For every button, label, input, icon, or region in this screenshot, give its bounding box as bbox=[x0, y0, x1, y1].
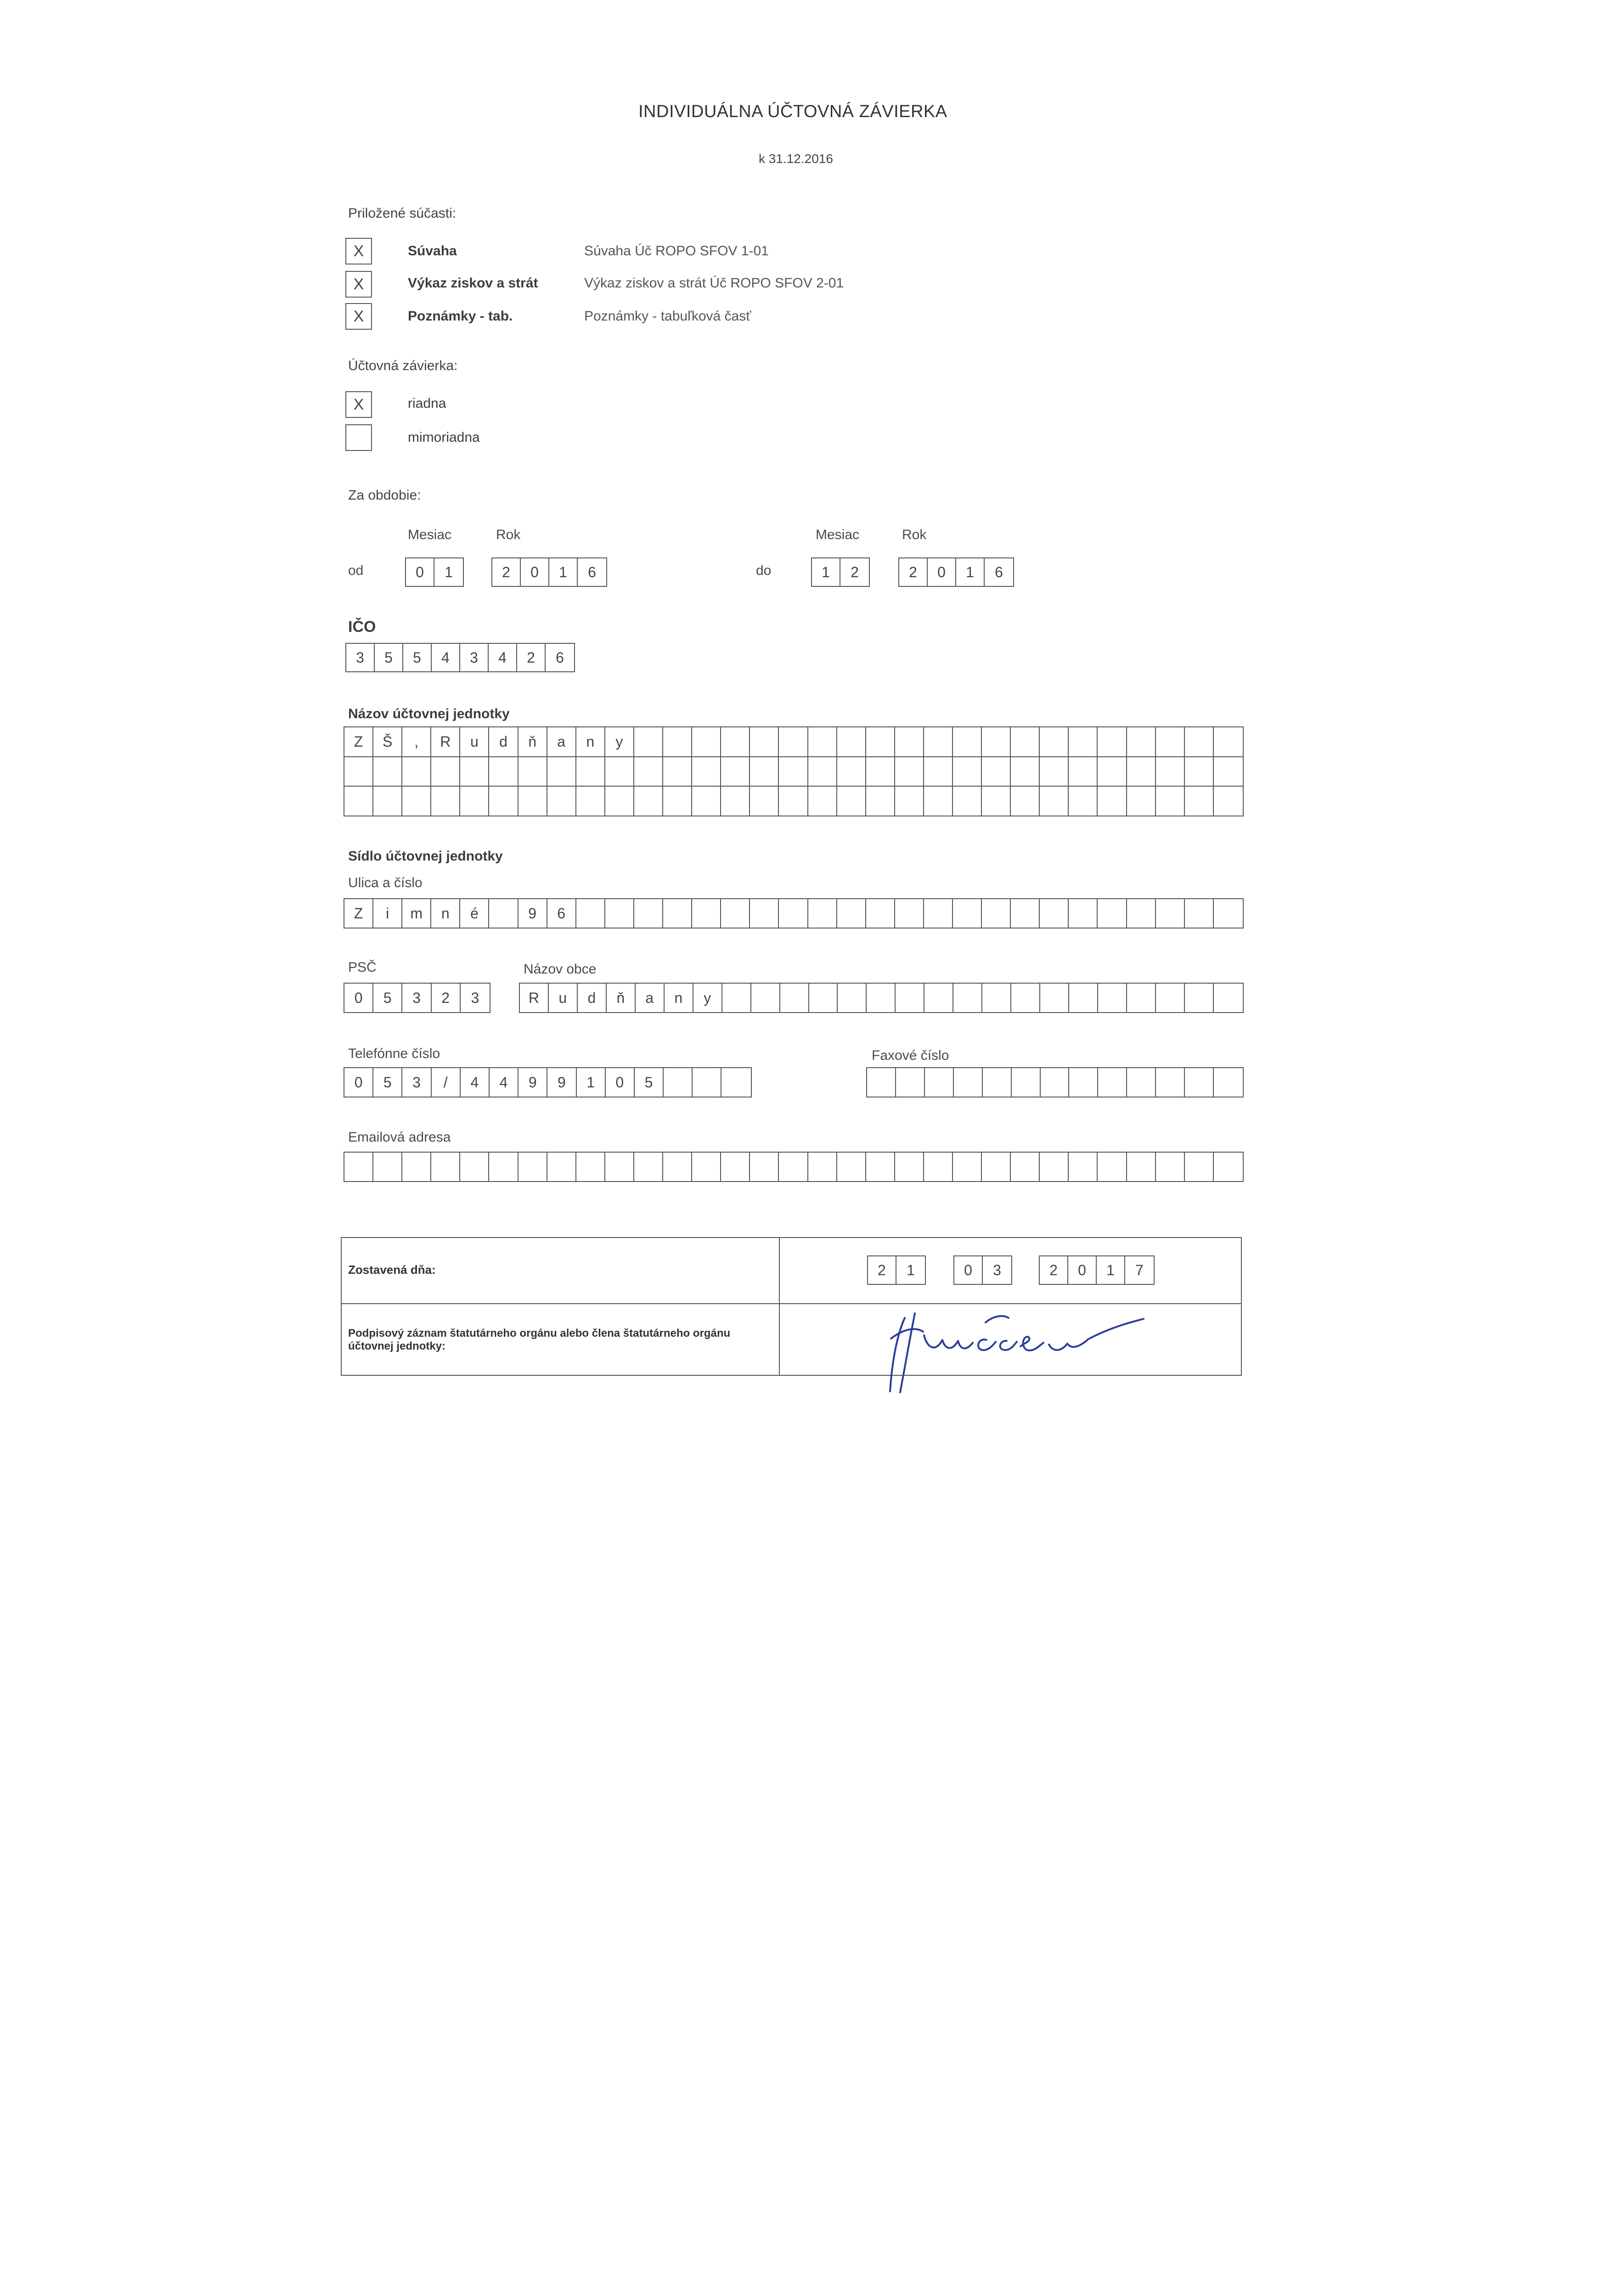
digit-cell: 2 bbox=[492, 558, 521, 586]
char-cell bbox=[576, 757, 605, 786]
char-cell bbox=[1214, 727, 1243, 756]
char-cell bbox=[460, 757, 489, 786]
char-cell bbox=[431, 787, 460, 816]
char-cell: n bbox=[665, 984, 693, 1012]
digit-cell: 2 bbox=[851, 564, 859, 580]
digit-cell: 1 bbox=[577, 1068, 606, 1097]
char-cell bbox=[373, 757, 402, 786]
char-cell bbox=[1127, 899, 1156, 928]
char-cell bbox=[867, 984, 896, 1012]
char-cell bbox=[692, 727, 721, 756]
char-cell bbox=[402, 787, 431, 816]
char-cell bbox=[866, 1153, 895, 1181]
digit-cell: 2 bbox=[1040, 1256, 1068, 1284]
char-cell bbox=[1040, 899, 1069, 928]
char-cell bbox=[1214, 787, 1243, 816]
digit-cell bbox=[721, 1068, 750, 1097]
char-cell bbox=[982, 899, 1011, 928]
char-cell bbox=[895, 787, 924, 816]
char-cell bbox=[721, 1153, 750, 1181]
char-cell bbox=[692, 899, 721, 928]
digit-cell: 6 bbox=[995, 564, 1003, 580]
char-cell bbox=[373, 787, 402, 816]
digit-cell: 3 bbox=[993, 1262, 1001, 1278]
digit-cell: 4 bbox=[490, 1068, 519, 1097]
char-cell bbox=[1156, 1153, 1185, 1181]
digit-cell: 3 bbox=[346, 644, 375, 671]
char-cell bbox=[953, 899, 982, 928]
digit-cell: 9 bbox=[547, 1068, 576, 1097]
char-cell bbox=[605, 787, 634, 816]
char-cell bbox=[373, 1153, 402, 1181]
closing-name-riadna: riadna bbox=[408, 396, 446, 411]
char-cell bbox=[344, 1153, 373, 1181]
char-cell: m bbox=[402, 899, 431, 928]
digit-cell bbox=[867, 1068, 896, 1097]
char-cell bbox=[924, 727, 953, 756]
char-cell: a bbox=[547, 727, 576, 756]
digit-cell: 6 bbox=[588, 564, 596, 580]
char-cell bbox=[953, 787, 982, 816]
char-cell bbox=[460, 1153, 489, 1181]
char-cell bbox=[750, 1153, 779, 1181]
attachment-desc-vzs: Výkaz ziskov a strát Úč ROPO SFOV 2-01 bbox=[584, 276, 844, 291]
signature-image bbox=[873, 1295, 1157, 1396]
char-cell: n bbox=[576, 727, 605, 756]
digit-cell bbox=[1185, 1068, 1214, 1097]
char-cell bbox=[1185, 899, 1214, 928]
digit-cell bbox=[896, 1068, 925, 1097]
char-cell: Z bbox=[344, 727, 373, 756]
char-cell bbox=[1214, 984, 1243, 1012]
city-label: Názov obce bbox=[524, 962, 597, 977]
email-label: Emailová adresa bbox=[348, 1130, 451, 1145]
attachment-name-suvaha: Súvaha bbox=[408, 243, 457, 259]
digit-cell bbox=[925, 1068, 954, 1097]
char-cell bbox=[1011, 787, 1040, 816]
char-cell bbox=[837, 787, 866, 816]
phone-label: Telefónne číslo bbox=[348, 1046, 440, 1061]
attachment-name-poznamky: Poznámky - tab. bbox=[408, 309, 513, 324]
char-cell bbox=[721, 899, 750, 928]
email-field[interactable] bbox=[344, 1152, 1244, 1182]
digit-cell: 7 bbox=[1135, 1262, 1144, 1278]
char-cell bbox=[1098, 1153, 1127, 1181]
char-cell bbox=[663, 1153, 692, 1181]
digit-cell: 9 bbox=[519, 1068, 547, 1097]
char-cell bbox=[431, 1153, 460, 1181]
char-cell bbox=[576, 899, 605, 928]
char-cell: u bbox=[549, 984, 578, 1012]
char-cell bbox=[896, 984, 924, 1012]
char-cell bbox=[779, 727, 808, 756]
char-cell bbox=[634, 787, 663, 816]
digit-cell bbox=[1069, 1068, 1098, 1097]
char-cell: Š bbox=[373, 727, 402, 756]
char-cell bbox=[721, 727, 750, 756]
attachment-desc-suvaha: Súvaha Úč ROPO SFOV 1-01 bbox=[584, 243, 769, 259]
char-cell bbox=[866, 727, 895, 756]
entity-name-row-1 bbox=[344, 727, 1243, 757]
entity-name-row-2 bbox=[344, 757, 1243, 787]
char-cell bbox=[953, 984, 982, 1012]
char-cell bbox=[982, 1153, 1011, 1181]
period-to-month-label: Mesiac bbox=[816, 527, 860, 542]
period-from-label: od bbox=[348, 563, 364, 578]
char-cell bbox=[953, 757, 982, 786]
char-cell bbox=[953, 727, 982, 756]
attachment-checkbox-vzs[interactable]: X bbox=[345, 271, 372, 298]
char-cell: R bbox=[431, 727, 460, 756]
char-cell bbox=[1185, 984, 1214, 1012]
closing-name-mimoriadna: mimoriadna bbox=[408, 430, 480, 445]
psc-field[interactable] bbox=[344, 983, 490, 1013]
char-cell bbox=[1069, 899, 1098, 928]
char-cell bbox=[1040, 757, 1069, 786]
char-cell bbox=[692, 787, 721, 816]
digit-cell: 5 bbox=[403, 644, 432, 671]
char-cell bbox=[1040, 984, 1069, 1012]
digit-cell: 4 bbox=[489, 644, 517, 671]
char-cell bbox=[489, 899, 518, 928]
char-cell bbox=[808, 1153, 837, 1181]
char-cell bbox=[750, 727, 779, 756]
char-cell bbox=[1011, 984, 1040, 1012]
period-from-year-label: Rok bbox=[496, 527, 521, 542]
period-to-month-field[interactable] bbox=[811, 557, 870, 587]
char-cell: ň bbox=[519, 727, 547, 756]
period-from-month-field[interactable] bbox=[405, 557, 464, 587]
char-cell bbox=[779, 787, 808, 816]
char-cell bbox=[1127, 984, 1156, 1012]
char-cell bbox=[982, 984, 1011, 1012]
compiled-month-field[interactable] bbox=[953, 1255, 1012, 1285]
closing-type-label: Účtovná závierka: bbox=[348, 358, 458, 373]
char-cell bbox=[837, 757, 866, 786]
digit-cell: 1 bbox=[445, 564, 453, 580]
char-cell bbox=[1011, 757, 1040, 786]
digit-cell: 5 bbox=[635, 1068, 664, 1097]
attachments-label: Priložené súčasti: bbox=[348, 206, 457, 221]
document-title: INDIVIDUÁLNA ÚČTOVNÁ ZÁVIERKA bbox=[638, 102, 947, 121]
char-cell bbox=[634, 1153, 663, 1181]
char-cell bbox=[924, 757, 953, 786]
digit-cell bbox=[1098, 1068, 1127, 1097]
char-cell: d bbox=[489, 727, 518, 756]
char-cell bbox=[605, 1153, 634, 1181]
char-cell bbox=[895, 727, 924, 756]
char-cell bbox=[1011, 899, 1040, 928]
char-cell bbox=[1098, 787, 1127, 816]
entity-name-field[interactable] bbox=[344, 726, 1244, 816]
digit-cell: 2 bbox=[899, 558, 928, 586]
char-cell bbox=[547, 757, 576, 786]
digit-cell bbox=[1041, 1068, 1070, 1097]
char-cell bbox=[751, 984, 780, 1012]
char-cell bbox=[519, 1153, 547, 1181]
attachment-name-vzs: Výkaz ziskov a strát bbox=[408, 276, 538, 291]
char-cell bbox=[1214, 757, 1243, 786]
ico-label: IČO bbox=[348, 618, 376, 636]
char-cell bbox=[402, 757, 431, 786]
char-cell bbox=[547, 787, 576, 816]
char-cell bbox=[895, 757, 924, 786]
char-cell bbox=[1069, 787, 1098, 816]
psc-label: PSČ bbox=[348, 960, 377, 975]
char-cell bbox=[1040, 1153, 1069, 1181]
char-cell bbox=[1069, 757, 1098, 786]
char-cell: ň bbox=[607, 984, 636, 1012]
char-cell bbox=[1127, 1153, 1156, 1181]
char-cell bbox=[1040, 727, 1069, 756]
char-cell: , bbox=[402, 727, 431, 756]
char-cell bbox=[576, 787, 605, 816]
digit-cell bbox=[954, 1068, 983, 1097]
char-cell bbox=[779, 757, 808, 786]
digit-cell: 3 bbox=[471, 990, 479, 1006]
ico-field[interactable] bbox=[345, 643, 575, 672]
compiled-year-field[interactable] bbox=[1039, 1255, 1155, 1285]
char-cell bbox=[605, 899, 634, 928]
char-cell bbox=[837, 899, 866, 928]
char-cell bbox=[634, 899, 663, 928]
char-cell: y bbox=[605, 727, 634, 756]
digit-cell: 1 bbox=[812, 558, 840, 586]
digit-cell: 6 bbox=[556, 649, 564, 666]
digit-cell bbox=[1127, 1068, 1156, 1097]
char-cell bbox=[1098, 727, 1127, 756]
digit-cell: / bbox=[432, 1068, 461, 1097]
char-cell bbox=[1011, 1153, 1040, 1181]
char-cell bbox=[634, 757, 663, 786]
char-cell bbox=[808, 899, 837, 928]
signature-label: Podpisový záznam štatutárneho orgánu alebo člena štatutárneho orgánu účtovnej jednotky: bbox=[348, 1327, 731, 1352]
char-cell bbox=[1069, 727, 1098, 756]
char-cell: R bbox=[520, 984, 549, 1012]
digit-cell: 0 bbox=[344, 984, 373, 1012]
char-cell bbox=[663, 727, 692, 756]
attachment-checkbox-suvaha[interactable]: X bbox=[345, 238, 372, 264]
closing-checkbox-mimoriadna[interactable] bbox=[345, 424, 372, 451]
char-cell bbox=[692, 1153, 721, 1181]
char-cell bbox=[721, 787, 750, 816]
char-cell: u bbox=[460, 727, 489, 756]
char-cell bbox=[809, 984, 838, 1012]
char-cell bbox=[1185, 1153, 1214, 1181]
digit-cell bbox=[1156, 1068, 1185, 1097]
char-cell bbox=[924, 1153, 953, 1181]
char-cell bbox=[344, 757, 373, 786]
char-cell bbox=[519, 787, 547, 816]
char-cell bbox=[344, 787, 373, 816]
period-to-label: do bbox=[756, 563, 772, 578]
period-label: Za obdobie: bbox=[348, 488, 421, 503]
char-cell bbox=[692, 757, 721, 786]
char-cell bbox=[750, 757, 779, 786]
char-cell bbox=[1156, 727, 1185, 756]
char-cell bbox=[721, 757, 750, 786]
entity-name-row-3 bbox=[344, 787, 1243, 816]
closing-checkbox-riadna[interactable]: X bbox=[345, 391, 372, 418]
period-from-year-field[interactable] bbox=[491, 557, 607, 587]
char-cell bbox=[1098, 757, 1127, 786]
digit-cell: 1 bbox=[1097, 1256, 1125, 1284]
city-field[interactable] bbox=[519, 983, 1244, 1013]
char-cell bbox=[1156, 757, 1185, 786]
street-field[interactable] bbox=[344, 898, 1244, 929]
digit-cell bbox=[983, 1068, 1012, 1097]
char-cell bbox=[1127, 787, 1156, 816]
char-cell: d bbox=[578, 984, 607, 1012]
char-cell: i bbox=[373, 899, 402, 928]
char-cell bbox=[605, 757, 634, 786]
digit-cell: 4 bbox=[432, 644, 460, 671]
char-cell bbox=[1069, 1153, 1098, 1181]
char-cell: Z bbox=[344, 899, 373, 928]
digit-cell: 0 bbox=[928, 558, 956, 586]
digit-cell bbox=[664, 1068, 693, 1097]
char-cell bbox=[1127, 757, 1156, 786]
char-cell bbox=[1185, 757, 1214, 786]
entity-name-label: Názov účtovnej jednotky bbox=[348, 706, 510, 721]
char-cell bbox=[663, 757, 692, 786]
char-cell bbox=[489, 757, 518, 786]
char-cell bbox=[460, 787, 489, 816]
char-cell: a bbox=[636, 984, 665, 1012]
char-cell bbox=[1185, 787, 1214, 816]
digit-cell: 3 bbox=[402, 984, 431, 1012]
char-cell bbox=[750, 899, 779, 928]
char-cell: 9 bbox=[519, 899, 547, 928]
digit-cell: 5 bbox=[373, 1068, 402, 1097]
char-cell bbox=[576, 1153, 605, 1181]
char-cell bbox=[808, 757, 837, 786]
char-cell bbox=[838, 984, 867, 1012]
char-cell bbox=[808, 787, 837, 816]
char-cell bbox=[663, 787, 692, 816]
char-cell bbox=[837, 1153, 866, 1181]
compiled-day-field[interactable] bbox=[867, 1255, 926, 1285]
digit-cell: 3 bbox=[460, 644, 489, 671]
compiled-label: Zostavená dňa: bbox=[348, 1263, 436, 1277]
attachment-desc-poznamky: Poznámky - tabuľková časť bbox=[584, 309, 751, 324]
char-cell bbox=[722, 984, 751, 1012]
digit-cell: 2 bbox=[868, 1256, 896, 1284]
footer-divider-vertical bbox=[779, 1238, 780, 1375]
char-cell bbox=[1098, 984, 1127, 1012]
digit-cell: 5 bbox=[375, 644, 403, 671]
digit-cell: 1 bbox=[549, 558, 578, 586]
char-cell bbox=[1069, 984, 1098, 1012]
digit-cell: 1 bbox=[956, 558, 985, 586]
char-cell bbox=[982, 757, 1011, 786]
char-cell bbox=[953, 1153, 982, 1181]
digit-cell: 5 bbox=[373, 984, 402, 1012]
char-cell bbox=[489, 1153, 518, 1181]
char-cell bbox=[837, 727, 866, 756]
char-cell bbox=[780, 984, 809, 1012]
char-cell bbox=[1156, 787, 1185, 816]
char-cell bbox=[866, 787, 895, 816]
digit-cell bbox=[1012, 1068, 1041, 1097]
char-cell bbox=[1156, 899, 1185, 928]
char-cell bbox=[489, 787, 518, 816]
period-to-year-label: Rok bbox=[902, 527, 927, 542]
digit-cell: 0 bbox=[521, 558, 549, 586]
char-cell bbox=[750, 787, 779, 816]
char-cell bbox=[779, 899, 808, 928]
digit-cell bbox=[1214, 1068, 1243, 1097]
char-cell: é bbox=[460, 899, 489, 928]
digit-cell: 0 bbox=[344, 1068, 373, 1097]
char-cell bbox=[1098, 899, 1127, 928]
document-date: k 31.12.2016 bbox=[759, 152, 833, 166]
char-cell bbox=[924, 984, 953, 1012]
char-cell bbox=[1040, 787, 1069, 816]
phone-field[interactable] bbox=[344, 1067, 752, 1097]
street-label: Ulica a číslo bbox=[348, 875, 423, 890]
digit-cell: 3 bbox=[402, 1068, 431, 1097]
char-cell bbox=[519, 757, 547, 786]
period-from-month-label: Mesiac bbox=[408, 527, 452, 542]
char-cell bbox=[1011, 727, 1040, 756]
attachment-checkbox-poznamky[interactable]: X bbox=[345, 303, 372, 330]
char-cell bbox=[866, 757, 895, 786]
digit-cell: 1 bbox=[907, 1262, 915, 1278]
char-cell bbox=[924, 899, 953, 928]
char-cell bbox=[1214, 1153, 1243, 1181]
char-cell bbox=[1214, 899, 1243, 928]
char-cell: y bbox=[693, 984, 722, 1012]
char-cell bbox=[1156, 984, 1185, 1012]
char-cell bbox=[402, 1153, 431, 1181]
char-cell bbox=[431, 757, 460, 786]
char-cell bbox=[982, 727, 1011, 756]
digit-cell: 0 bbox=[606, 1068, 635, 1097]
char-cell bbox=[895, 899, 924, 928]
char-cell bbox=[779, 1153, 808, 1181]
char-cell bbox=[866, 899, 895, 928]
digit-cell: 4 bbox=[461, 1068, 490, 1097]
digit-cell bbox=[693, 1068, 721, 1097]
char-cell bbox=[1185, 727, 1214, 756]
char-cell: n bbox=[431, 899, 460, 928]
digit-cell: 2 bbox=[517, 644, 546, 671]
digit-cell: 0 bbox=[1068, 1256, 1097, 1284]
char-cell bbox=[1127, 727, 1156, 756]
digit-cell: 2 bbox=[432, 984, 461, 1012]
digit-cell: 0 bbox=[406, 558, 434, 586]
fax-field[interactable] bbox=[866, 1067, 1244, 1097]
char-cell bbox=[663, 899, 692, 928]
char-cell bbox=[547, 1153, 576, 1181]
char-cell: 6 bbox=[547, 899, 576, 928]
char-cell bbox=[808, 727, 837, 756]
char-cell bbox=[895, 1153, 924, 1181]
seat-label: Sídlo účtovnej jednotky bbox=[348, 849, 503, 864]
digit-cell: 0 bbox=[954, 1256, 983, 1284]
char-cell bbox=[634, 727, 663, 756]
period-to-year-field[interactable] bbox=[898, 557, 1014, 587]
char-cell bbox=[982, 787, 1011, 816]
char-cell bbox=[924, 787, 953, 816]
fax-label: Faxové číslo bbox=[872, 1048, 949, 1063]
